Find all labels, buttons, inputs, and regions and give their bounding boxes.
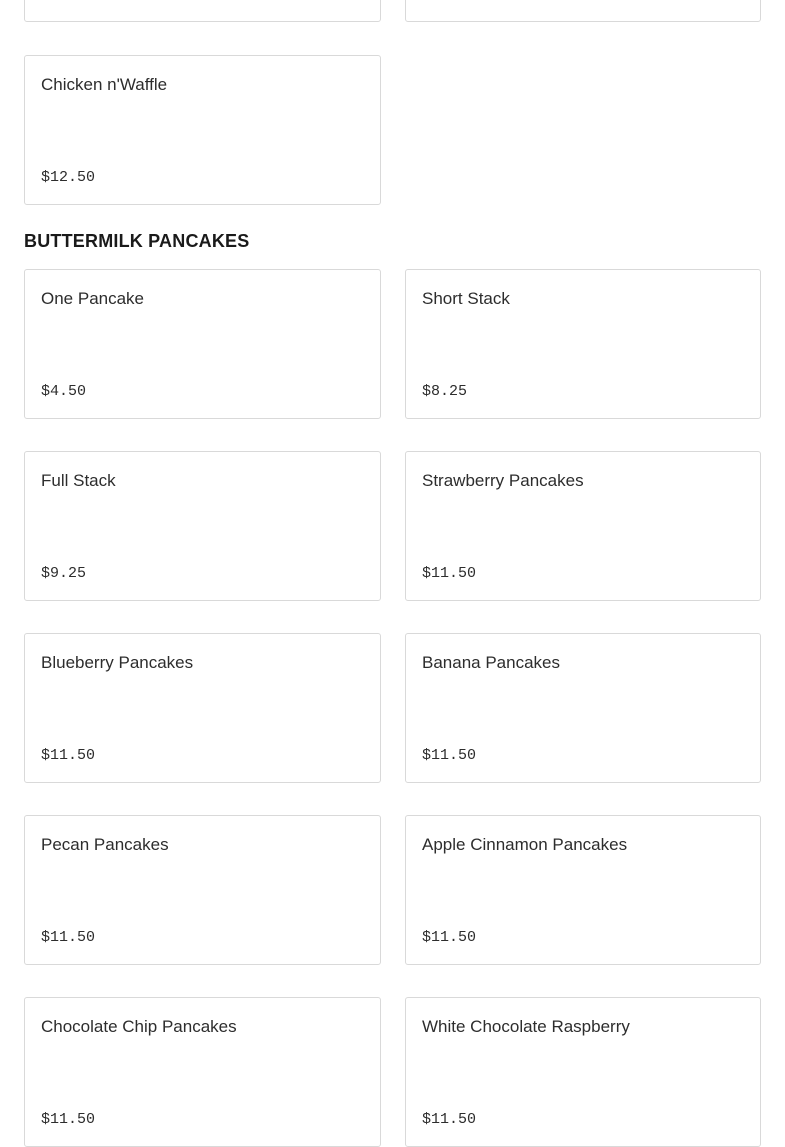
menu-item-price: $11.50 xyxy=(41,747,96,764)
menu-item-name: White Chocolate Raspberry xyxy=(422,1017,630,1036)
menu-item-price: $11.50 xyxy=(41,929,96,946)
menu-item-name: Apple Cinnamon Pancakes xyxy=(422,835,628,854)
menu-item-price: $4.50 xyxy=(41,383,87,400)
menu-item-card[interactable] xyxy=(405,633,761,783)
menu-item-name: Full Stack xyxy=(41,471,116,490)
menu-item-name: Short Stack xyxy=(422,289,510,308)
menu-item-card[interactable] xyxy=(24,997,381,1147)
menu-item-price: $11.50 xyxy=(422,747,477,764)
menu-item-card[interactable] xyxy=(24,451,381,601)
menu-item-card[interactable] xyxy=(405,815,761,965)
section-title: BUTTERMILK PANCAKES xyxy=(24,231,250,251)
menu-item-card[interactable] xyxy=(24,0,381,22)
menu-item-price: $11.50 xyxy=(422,1111,477,1128)
menu-item-card[interactable] xyxy=(405,451,761,601)
menu-item-card[interactable] xyxy=(24,269,381,419)
menu-item-price: $8.25 xyxy=(422,383,468,400)
menu-item-name: One Pancake xyxy=(41,289,145,308)
menu-item-price: $11.50 xyxy=(422,565,477,582)
menu-item-name: Banana Pancakes xyxy=(422,653,560,672)
menu-item-price: $11.50 xyxy=(422,929,477,946)
menu-item-name: Strawberry Pancakes xyxy=(422,471,584,490)
menu-item-name: Blueberry Pancakes xyxy=(41,653,194,672)
menu-item-name: Chocolate Chip Pancakes xyxy=(41,1017,237,1036)
menu-item-price: $11.50 xyxy=(41,1111,96,1128)
menu-item-price: $12.50 xyxy=(41,169,96,186)
menu-item-card[interactable] xyxy=(405,269,761,419)
menu-item-card[interactable] xyxy=(24,633,381,783)
menu-item-name: Pecan Pancakes xyxy=(41,835,169,854)
menu-item-card[interactable] xyxy=(24,815,381,965)
menu-item-name: Chicken n'Waffle xyxy=(41,75,168,94)
menu-item-card[interactable] xyxy=(405,997,761,1147)
menu-item-card[interactable] xyxy=(24,55,381,205)
menu-item-card[interactable] xyxy=(405,0,761,22)
menu-item-price: $9.25 xyxy=(41,565,87,582)
